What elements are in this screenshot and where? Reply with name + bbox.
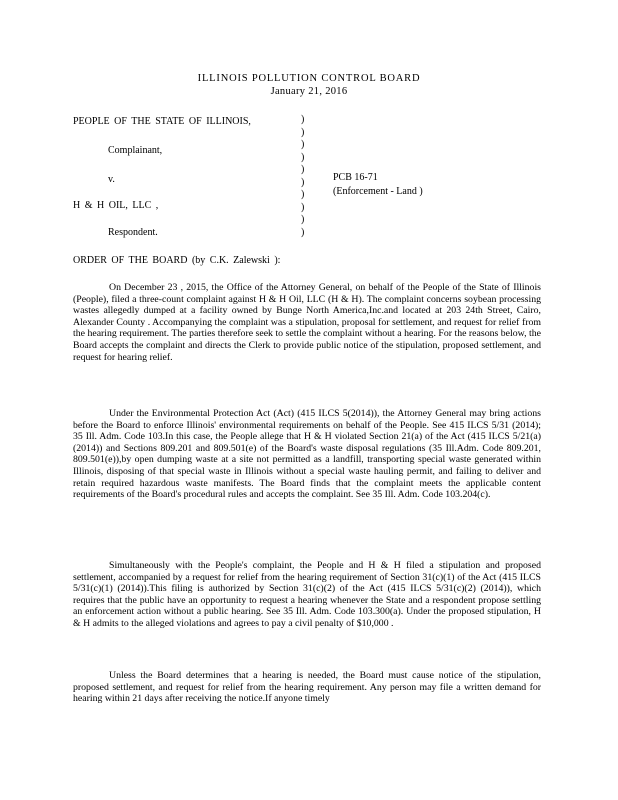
case-number: PCB 16-71 bbox=[333, 172, 378, 183]
paragraph-3-text: Simultaneously with the People's complaint, the People and H & H filed a stipulation and proposed settlement, accompanied by a request for relief from the hearing requirement of Section 31(c)(1) of the Act (415 ILCS 5/31(c)(1) (2014)).This filing is authorized by Section 31(c)(2) of the Act (415 ILCS 5/31(c)(2) (2014)), which requires that the public have an opportunity to request a hearing whenever the State and a respondent propose settling an enforcement action without a public hearing. See 35 Ill. Adm. Code 103.300(a). Under the proposed stipulation, H & H admits to the alleged violations and agrees to pay a civil penalty of $10,000 . bbox=[73, 560, 541, 629]
caption-versus: v. bbox=[108, 174, 115, 185]
paragraph-4 bbox=[73, 670, 541, 705]
paragraph-2 bbox=[73, 408, 541, 501]
paragraph-1-text: On December 23 , 2015, the Office of the Attorney General, on behalf of the People of the State of Illinois (People), filed a three-count complaint against H & H Oil, LLC (H & H). The complaint concerns soybean processing wastes allegedly dumped at a facility owned by Bunge North America,Inc.and located at 203 24th Street, Cairo, Alexander County . Accompanying the complaint was a stipulation, proposal for settlement, and request for relief from the hearing requirement. The parties therefore seek to settle the complaint without a hearing. For the reasons below, the Board accepts the complaint and directs the Clerk to provide public notice of the stipulation, proposed settlement, and request for hearing relief. bbox=[73, 282, 541, 363]
caption-defendant: H & H OIL, LLC , bbox=[73, 200, 159, 211]
case-type: (Enforcement - Land ) bbox=[333, 186, 423, 197]
paragraph-2-text: Under the Environmental Protection Act (Act) (415 ILCS 5(2014)), the Attorney General may bring actions before the Board to enforce Illinois' environmental requirements on behalf of the People. See 415 ILCS 5/31 (2014); 35 Ill. Adm. Code 103.In this case, the People allege that H & H violated Section 21(a) of the Act (415 ILCS 5/21(a) (2014)) and Sections 809.201 and 809.501(e) of the Board's waste disposal regulations (35 Ill.Adm. Code 809.201, 809.501(e)),by open dumping waste at a site not permitted as a landfill, transporting special waste generated within Illinois, disposing of that special waste in Illinois without a special waste hauling permit, and failing to deliver and retain required hazardous waste manifests. The Board finds that the complaint meets the applicable content requirements of the Board's procedural rules and accepts the complaint. See 35 Ill. Adm. Code 103.204(c). bbox=[73, 408, 541, 501]
paragraph-4-text: Unless the Board determines that a hearing is needed, the Board must cause notice of the stipulation, proposed settlement, and request for relief from the hearing requirement. Any person may file a written demand for hearing within 21 days after receiving the notice.If anyone timely bbox=[73, 670, 541, 705]
paragraph-3 bbox=[73, 560, 541, 630]
caption-parenthesis-column: ) ) ) ) ) ) ) ) ) ) bbox=[301, 114, 305, 238]
order-date: January 21, 2016 bbox=[270, 86, 348, 97]
order-title: ORDER OF THE BOARD (by C.K. Zalewski ): bbox=[73, 255, 281, 266]
caption-respondent: Respondent. bbox=[108, 227, 158, 238]
board-name: ILLINOIS POLLUTION CONTROL BOARD bbox=[197, 73, 421, 84]
paragraph-1 bbox=[73, 282, 541, 363]
caption-complainant: Complainant, bbox=[108, 145, 163, 156]
caption-plaintiff: PEOPLE OF THE STATE OF ILLINOIS, bbox=[73, 116, 251, 127]
